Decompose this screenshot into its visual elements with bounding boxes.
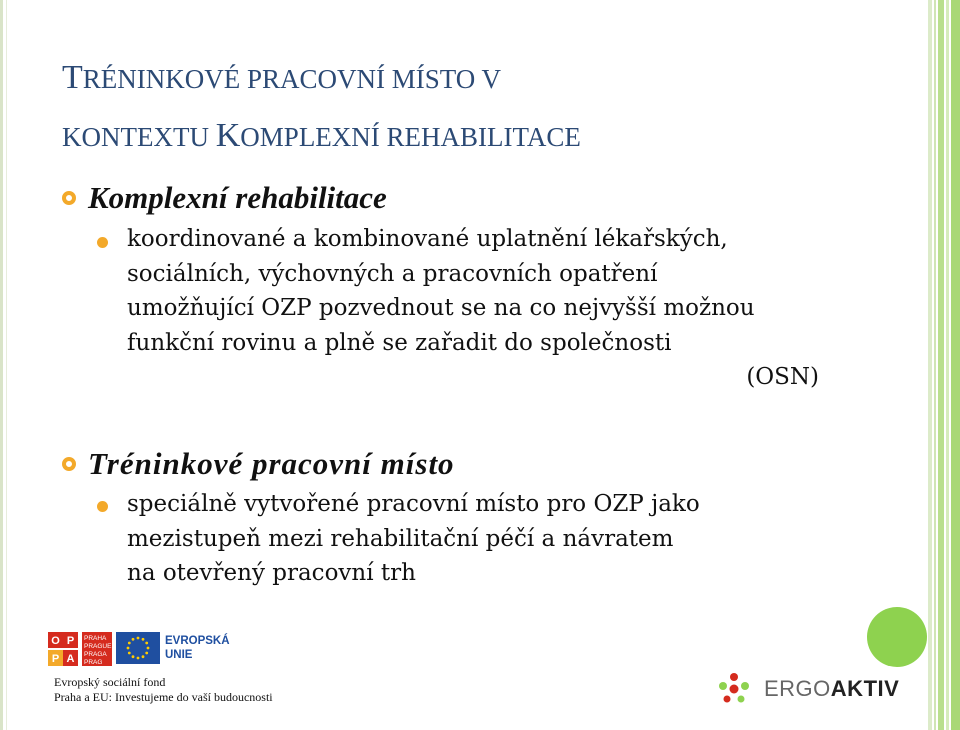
eu-label-line: EVROPSKÁ bbox=[165, 635, 230, 647]
text-line: na otevřený pracovní trh bbox=[127, 560, 416, 586]
definition-text bbox=[127, 487, 700, 591]
right-stripe bbox=[951, 0, 960, 730]
ring-bullet-icon bbox=[62, 457, 76, 471]
footer-caption: Evropský sociální fond bbox=[54, 675, 166, 689]
title-text: KONTEXTU bbox=[62, 122, 216, 152]
praha-word: PRAG bbox=[84, 659, 103, 666]
praha-word: PRAHA bbox=[84, 635, 107, 642]
oppa-letter: P bbox=[51, 653, 60, 665]
eu-label-line: UNIE bbox=[165, 649, 193, 661]
green-circle-decoration bbox=[867, 607, 927, 667]
section-heading bbox=[62, 180, 387, 216]
text-line: koordinované a kombinované uplatnění lékařských, bbox=[127, 226, 728, 252]
praha-word: PRAGA bbox=[84, 651, 107, 658]
dot-bullet-icon bbox=[97, 501, 108, 512]
slide-title bbox=[62, 52, 882, 168]
source-citation: (OSN) bbox=[746, 364, 819, 390]
oppa-letter: A bbox=[66, 653, 75, 665]
section-heading bbox=[62, 446, 455, 482]
left-border bbox=[0, 0, 3, 730]
ergoaktiv-logo-text bbox=[764, 676, 899, 702]
eu-label bbox=[165, 634, 230, 662]
left-border-line bbox=[6, 0, 7, 730]
oppa-logo bbox=[48, 632, 114, 666]
ergo-part: ERGO bbox=[764, 676, 831, 701]
right-stripe bbox=[934, 0, 936, 730]
right-stripe bbox=[928, 0, 932, 730]
title-text: RÉNINKOVÉ PRACOVNÍ MÍSTO V bbox=[82, 64, 502, 94]
text-line: mezistupeň mezi rehabilitační péčí a návratem bbox=[127, 525, 674, 552]
praha-word: PRAGUE bbox=[84, 643, 112, 650]
right-stripe bbox=[946, 0, 949, 730]
title-text: OMPLEXNÍ REHABILITACE bbox=[240, 122, 581, 152]
title-capital: T bbox=[62, 59, 83, 96]
section-heading-text: Tréninkové pracovní místo bbox=[88, 446, 455, 481]
text-line: umožňující OZP pozvednout se na co nejvyšší možnou bbox=[127, 295, 755, 321]
aktiv-part: AKTIV bbox=[830, 676, 900, 701]
ring-bullet-icon bbox=[62, 191, 76, 205]
oppa-letter: O bbox=[51, 635, 60, 647]
oppa-letter: P bbox=[66, 635, 75, 647]
definition-text bbox=[127, 222, 819, 395]
footer-caption: Praha a EU: Investujeme do vaší budoucnosti bbox=[54, 690, 273, 704]
text-line: funkční rovinu a plně se zařadit do společnosti bbox=[127, 329, 672, 356]
section-heading-text: Komplexní rehabilitace bbox=[88, 180, 387, 215]
ergoaktiv-logo-icon bbox=[716, 672, 752, 706]
right-stripe bbox=[938, 0, 944, 730]
text-line: sociálních, výchovných a pracovních opatření bbox=[127, 260, 658, 287]
eu-flag-icon bbox=[116, 632, 160, 664]
title-capital: K bbox=[215, 117, 241, 154]
text-line: speciálně vytvořené pracovní místo pro OZP jako bbox=[127, 491, 700, 517]
dot-bullet-icon bbox=[97, 237, 108, 248]
